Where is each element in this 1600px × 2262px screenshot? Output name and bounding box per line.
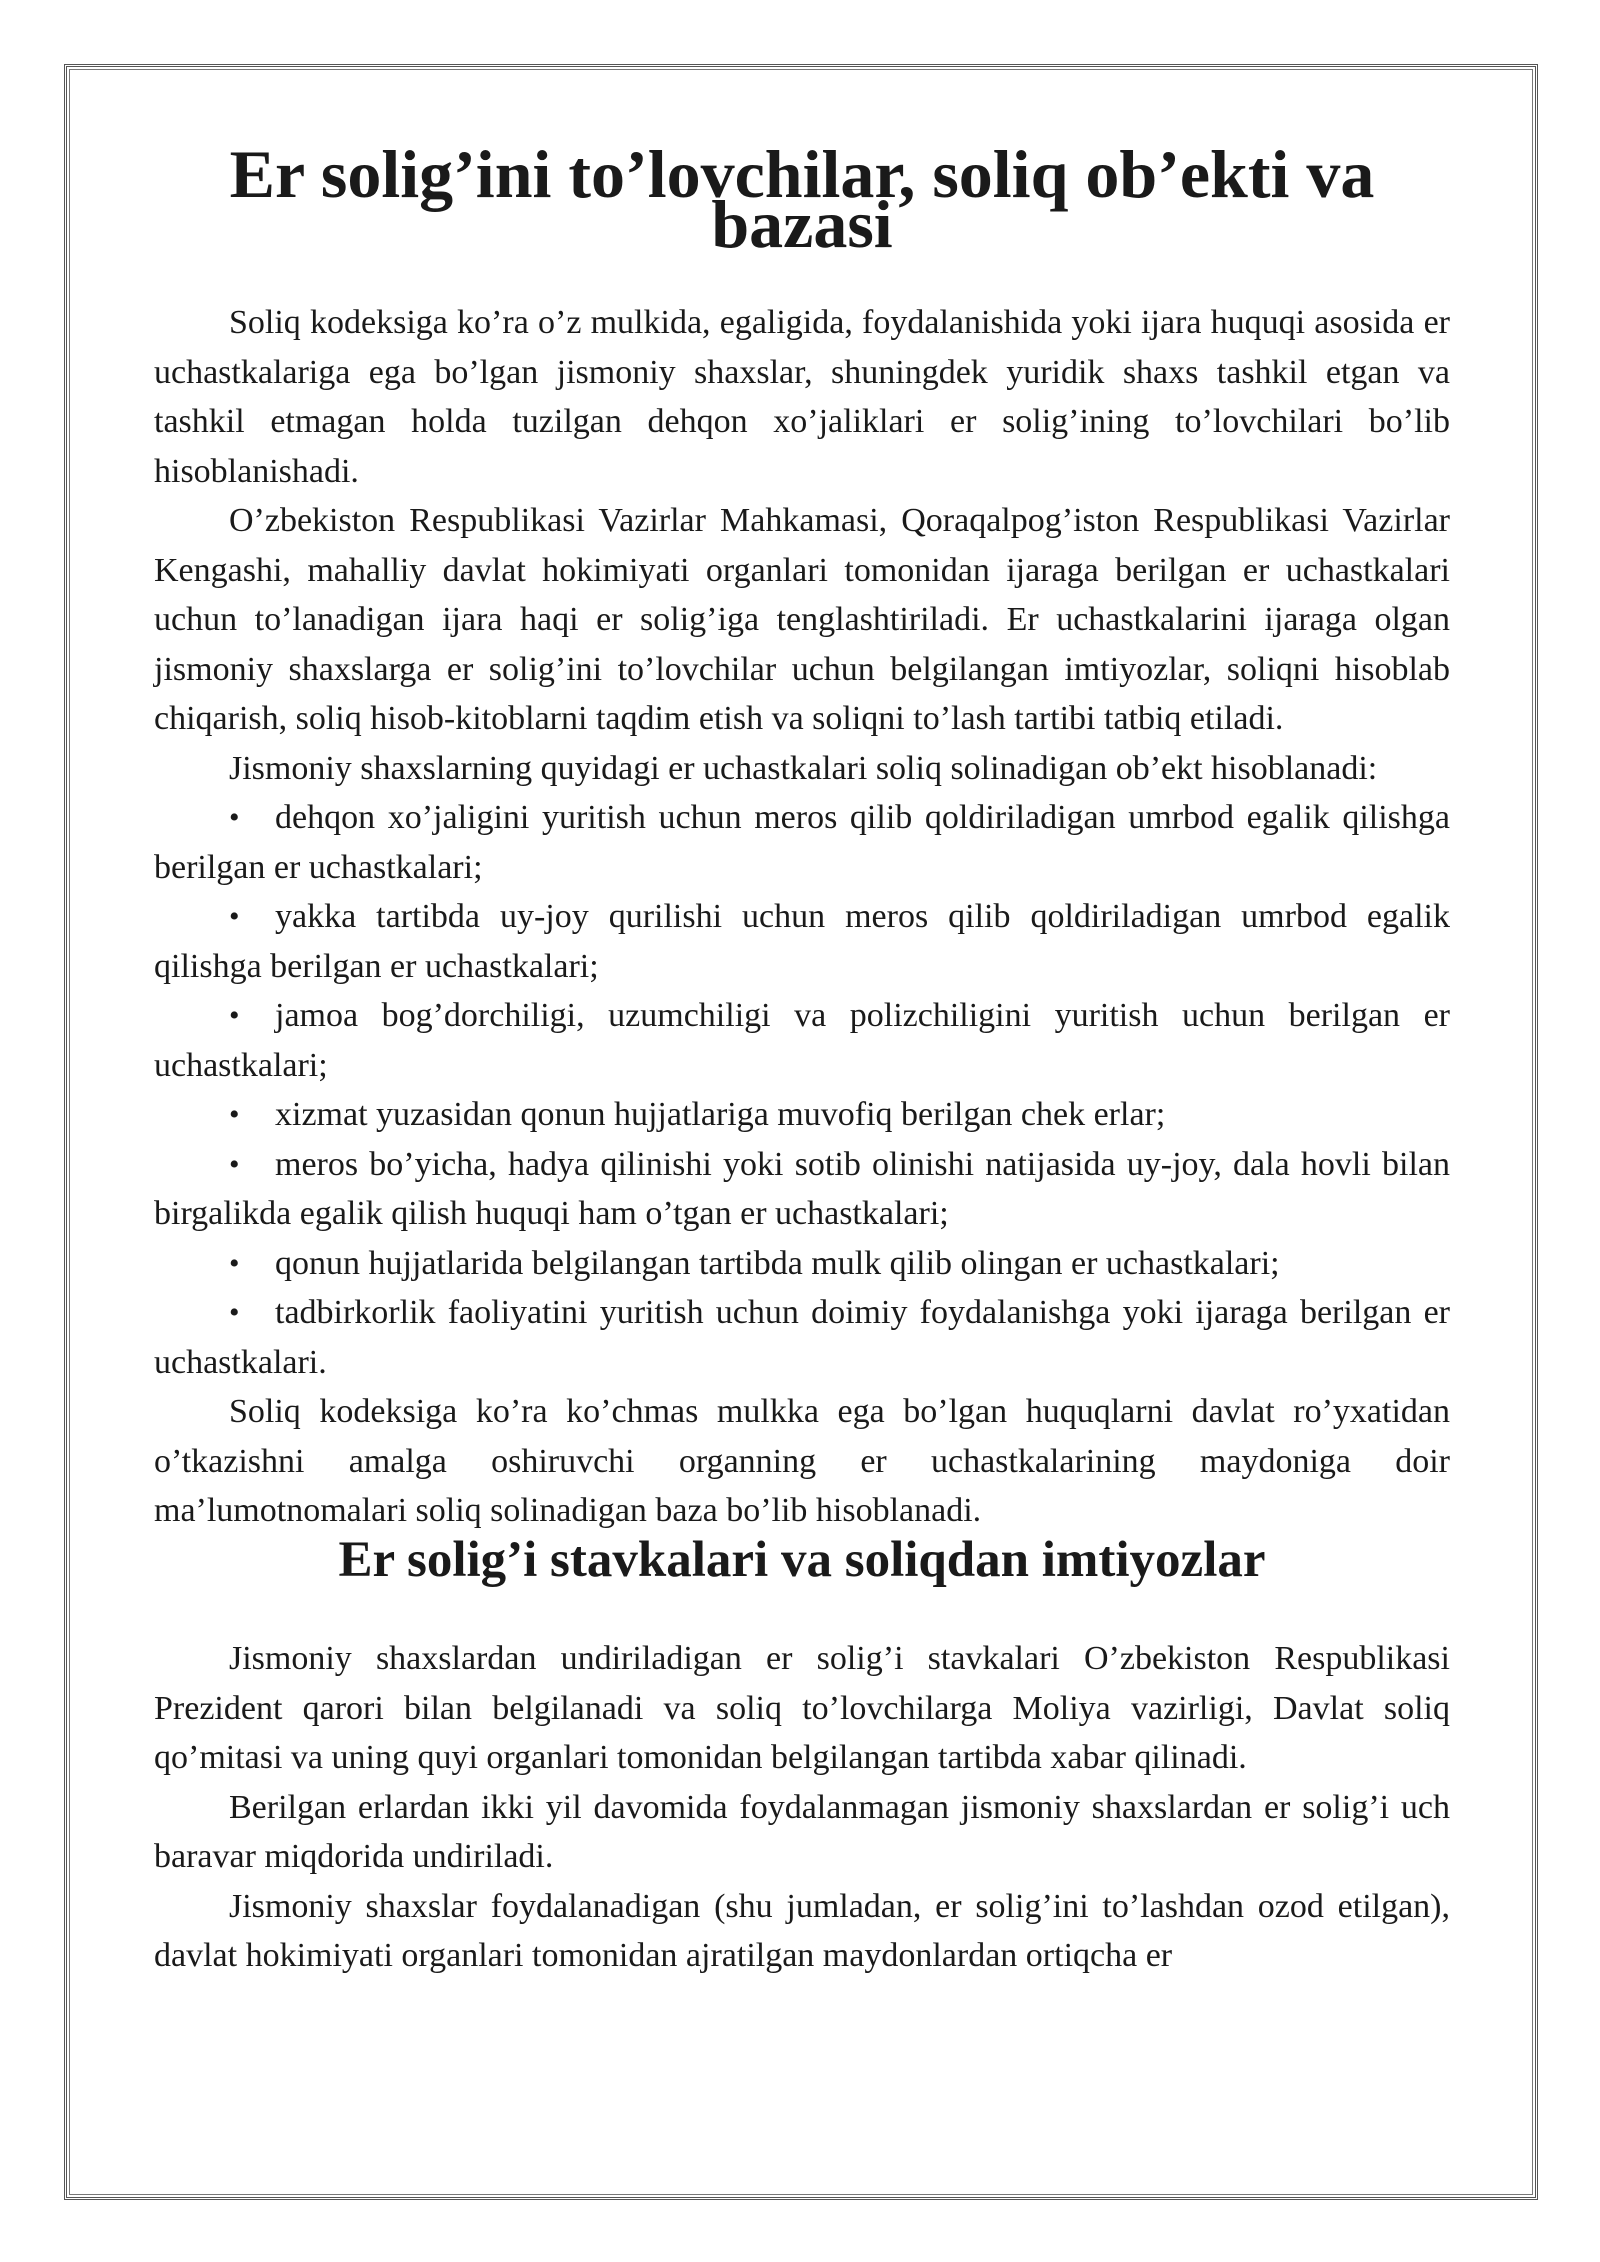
list-item-text: meros bo’yicha, hadya qilinishi yoki sotib olinishi natijasida uy-joy, dala hovli bilan birgalikda egalik qilish huquqi ham o’tgan er uchastkalari; bbox=[154, 1145, 1450, 1232]
bullet-icon: • bbox=[229, 1147, 240, 1181]
section-title-rates: Er solig’i stavkalari va soliqdan imtiyozlar bbox=[338, 1531, 1266, 1588]
list-item bbox=[154, 1239, 1450, 1289]
paragraph-tax-base: Soliq kodeksiga ko’ra ko’chmas mulkka ega bo’lgan huquqlarni davlat ro’yxatidan o’tkazishni amalga oshiruvchi organning er uchastkalarining maydoniga doir ma’lumotnomalari soliq solinadigan baza bo’lib hisoblanadi. bbox=[154, 1393, 1450, 1529]
bullet-icon: • bbox=[229, 900, 240, 933]
list-item bbox=[154, 1140, 1450, 1239]
paragraph-excess-land: Jismoniy shaxslar foydalanadigan (shu jumladan, er solig’ini to’lashdan ozod etilgan), davlat hokimiyati organlari tomonidan ajratilgan maydonlardan ortiqcha er bbox=[154, 1887, 1450, 1974]
paragraph-taxpayers: Soliq kodeksiga ko’ra o’z mulkida, egaligida, foydalanishida yoki ijara huquqi asosida er uchastkalariga ega bo’lgan jismoniy shaxslar, shuningdek yuridik shaxs tashkil etgan va tashkil etmagan holda tuzilgan dehqon xo’jaliklari er solig’ining to’lovchilari bo’lib hisoblanishadi. bbox=[154, 304, 1450, 490]
list-item bbox=[154, 892, 1450, 991]
bullet-icon: • bbox=[229, 999, 240, 1032]
list-item bbox=[154, 1090, 1450, 1140]
bullet-icon: • bbox=[229, 801, 240, 834]
list-item-text: tadbirkorlik faoliyatini yuritish uchun doimiy foydalanishga yoki ijaraga berilgan er uchastkalari. bbox=[154, 1294, 1450, 1381]
list-item bbox=[154, 991, 1450, 1090]
paragraph-rates: Jismoniy shaxslardan undiriladigan er solig’i stavkalari O’zbekiston Respublikasi Prezident qarori bilan belgilanadi va soliq to’lovchilarga Moliya vazirligi, Davlat soliq qo’mitasi va uning quyi organlari tomonidan belgilangan tartibda xabar qilinadi. bbox=[154, 1640, 1450, 1776]
list-item-text: qonun hujjatlarida belgilangan tartibda mulk qilib olingan er uchastkalari; bbox=[275, 1244, 1280, 1282]
list-item bbox=[154, 793, 1450, 892]
list-item bbox=[154, 1288, 1450, 1387]
list-item-text: dehqon xo’jaligini yuritish uchun meros qilib qoldiriladigan umrbod egalik qilishga berilgan er uchastkalari; bbox=[154, 799, 1450, 886]
document-body bbox=[154, 136, 1450, 1981]
paragraph-rent-payment: O’zbekiston Respublikasi Vazirlar Mahkamasi, Qoraqalpog’iston Respublikasi Vazirlar Kengashi, mahalliy davlat hokimiyati organlari tomonidan ijaraga berilgan er uchastkalari uchun to’lanadigan ijara haqi er solig’iga tenglashtiriladi. Er uchastkalarini ijaraga olgan jismoniy shaxslarga er solig’ini to’lovchilar uchun belgilangan imtiyozlar, soliqni hisoblab chiqarish, soliq hisob-kitoblarni taqdim etish va soliqni to’lash tartibi tatbiq etiladi. bbox=[154, 502, 1450, 737]
list-item-text: xizmat yuzasidan qonun hujjatlariga muvofiq berilgan chek erlar; bbox=[275, 1096, 1166, 1133]
paragraph-unused-land: Berilgan erlardan ikki yil davomida foydalanmagan jismoniy shaxslardan er solig’i uch baravar miqdorida undiriladi. bbox=[154, 1788, 1450, 1875]
bullet-icon: • bbox=[229, 1296, 240, 1329]
paragraph-taxable-object: Jismoniy shaxslarning quyidagi er uchastkalari soliq solinadigan ob’ekt hisoblanadi: bbox=[229, 749, 1378, 787]
bullet-icon: • bbox=[229, 1098, 240, 1131]
bullet-icon: • bbox=[229, 1246, 240, 1280]
section-title-taxpayers: Er solig’ini to’lovchilar, soliq ob’ekti va bazasi bbox=[229, 136, 1375, 262]
list-item-text: yakka tartibda uy-joy qurilishi uchun meros qilib qoldiriladigan umrbod egalik qilishga berilgan er uchastkalari; bbox=[154, 898, 1450, 985]
taxable-objects-list bbox=[154, 793, 1450, 1387]
list-item-text: jamoa bog’dorchiligi, uzumchiligi va polizchiligini yuritish uchun berilgan er uchastkalari; bbox=[154, 997, 1450, 1084]
